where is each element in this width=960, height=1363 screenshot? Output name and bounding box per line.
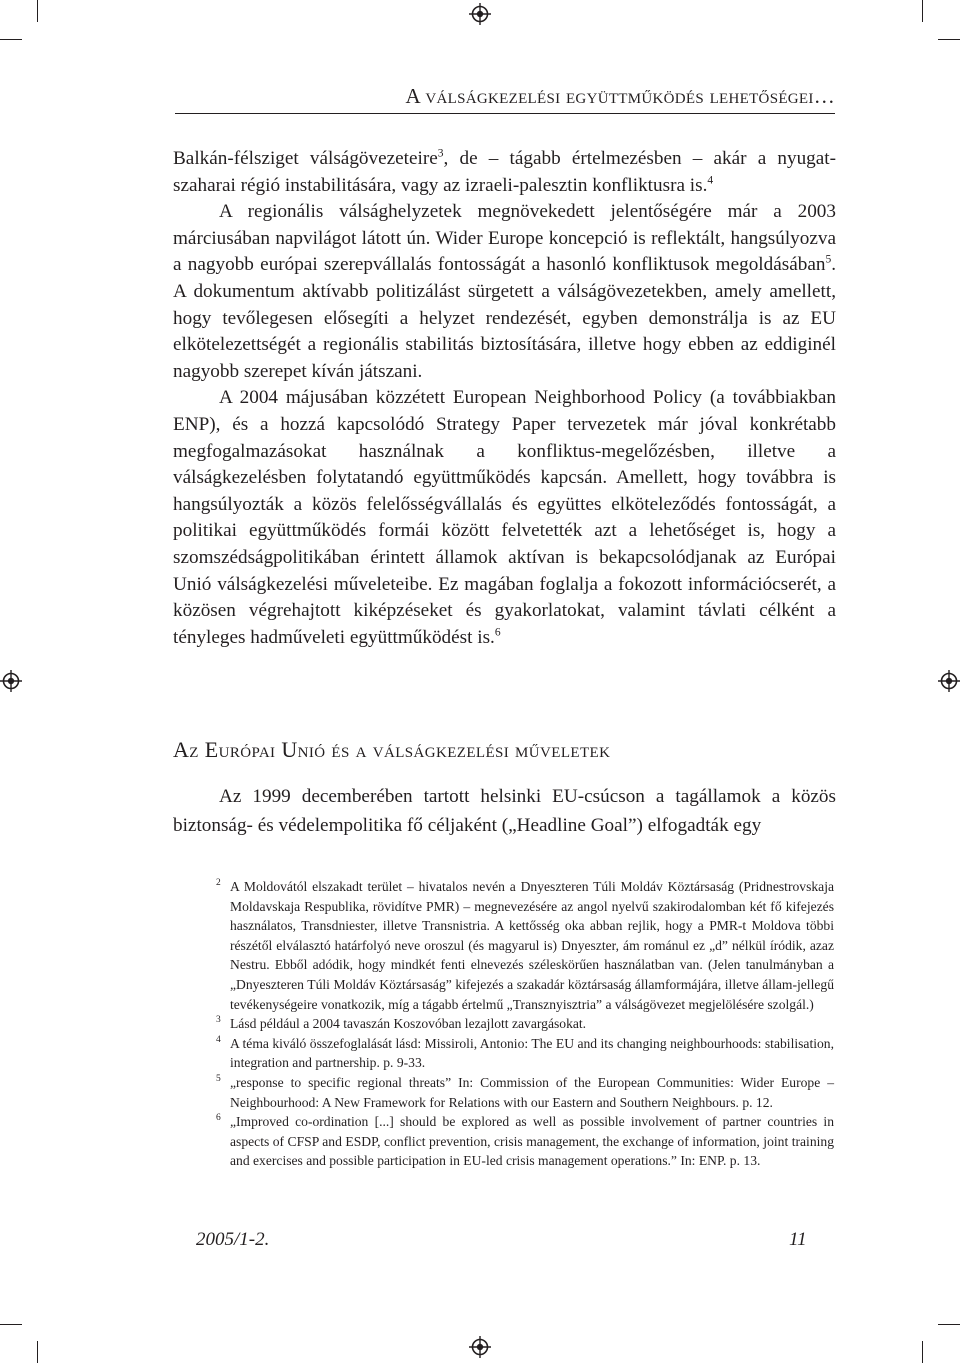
footnote-ref: 4 <box>707 174 714 187</box>
footnote-text: A téma kiváló összefoglalását lásd: Missiroli, Antonio: The EU and its changing neighbourhoods: stabilisation, integration and partnership. p. 9-33. <box>230 1035 834 1071</box>
crop-mark <box>0 39 22 40</box>
footnote <box>216 1112 834 1171</box>
crop-mark <box>922 1341 923 1363</box>
text-run: Balkán-félsziget válságövezeteire <box>173 148 438 169</box>
footnote <box>216 1034 834 1073</box>
crop-mark <box>938 39 960 40</box>
crop-mark <box>37 1341 38 1363</box>
text-run: . A dokumentum aktívabb politizálást sürgetett a válságövezetekben, amely amellett, hogy tevőlegesen elősegíti a helyzet rendezését, egyben demonstrálja is az EU elkötelezettségét a regionális stabilitás biztosítására, illetve hogy ebben az eddiginél nagyobb szerepet kíván játszani. <box>173 254 836 382</box>
page-number: 11 <box>789 1229 807 1250</box>
footnote-text: „response to specific regional threats” In: Commission of the European Communities: Wider Europe – Neighbourhood: A New Framework for Relations with our Eastern and Southern Neighbours. p. 12. <box>230 1074 834 1110</box>
footnote-number: 2 <box>216 878 221 888</box>
footnote <box>216 1014 834 1034</box>
paragraph <box>173 146 836 199</box>
issue-label: 2005/1-2. <box>196 1229 270 1250</box>
footnote-text: A Moldovától elszakadt terület – hivatalos nevén a Dnyeszteren Túli Moldáv Köztársaság (Pridnestrovskaja Moldavskaja Respublika, rövidítve PMR) – megnevezésére az angol nyelvű szakirodalomban két fő kifejezés használatos, Transdniester, illetve Transnistria. A kettősség oka abban rejlik, hogy a PMR-t Moldova többi részétől elválasztó határfolyó neve oroszul (és magyarul is) Dnyeszter, ám románul ez „d” nélkül íródik, azaz Nestru. Ebből adódik, hogy mindkét fenti elnevezés széleskörűen használatban van. (Jelen tanulmányban a „Dnyeszteren Túli Moldáv Köztársaság” kifejezés a szakadár köztársaság államformájára, illetve állam-jellegű tevékenységeire vonatkozik, míg a tágabb értelmű „Transznyisztria” a válságövezet megjelölésére szolgál.) <box>230 879 834 1012</box>
footnote <box>216 877 834 1014</box>
running-head: A válságkezelési együttműködés lehetőségei… <box>405 84 835 108</box>
paragraph <box>173 199 836 385</box>
header-rule <box>175 113 835 114</box>
crop-mark <box>938 1324 960 1325</box>
crop-mark <box>0 1324 22 1325</box>
footnote-number: 4 <box>216 1034 221 1045</box>
text-run: A regionális válsághelyzetek megnövekedett jelentőségére már a 2003 márciusában napvilágot látott ún. Wider Europe koncepció is reflektált, hangsúlyozva a nagyobb európai szerepvállalás fontosságát a hasonló konfliktusok megoldásában <box>173 201 836 276</box>
footnote-ref: 3 <box>437 147 444 160</box>
text-run: A 2004 májusában közzétett European Neighborhood Policy (a továbbiakban ENP), és a hozzá kapcsolódó Strategy Paper tervezetek már jóval konkrétabb megfogalmazásokat használnak a konfliktus-megelőzésben, illetve a válságkezelésben folytatandó együttműködés kapcsán. Amellett, hogy továbbra is hangsúlyozták a közös felelősségvállalás és együttes elköteleződés fontosságát, a politikai együttműködés formái között felvetették azt a lehetőséget is, hogy a szomszédságpolitikában érintett államok aktívan is bekapcsolódjanak az Európai Unió válságkezelési műveleteibe. Ez magában foglalja a fokozott információcserét, a közösen végrehajtott kiképzéseket és gyakorlatokat, valamint távlati célként a tényleges hadműveleti együttműködést is. <box>173 387 836 648</box>
footnotes <box>216 877 834 1171</box>
crop-mark <box>922 0 923 22</box>
footnote-text: „Improved co-ordination [...] should be explored as well as possible involvement of partner countries in aspects of CFSP and ESDP, conflict prevention, crisis management, the exchange of information, joint training and exercises and possible participation in EU-led crisis management operations.” In: ENP. p. 13. <box>230 1114 834 1169</box>
footnote-ref: 6 <box>494 626 501 639</box>
paragraph: Az 1999 decemberében tartott helsinki EU-csúcson a tagállamok a közös biztonság- és védelempolitika fő céljaként („Headline Goal”) elfogadták egy <box>173 786 836 836</box>
footnote-number: 5 <box>216 1073 221 1084</box>
registration-mark-icon <box>469 1336 491 1358</box>
crop-mark <box>37 0 38 22</box>
footnote-number: 3 <box>216 1015 221 1026</box>
footnote-text: Lásd például a 2004 tavaszán Koszovóban lezajlott zavargásokat. <box>230 1016 587 1032</box>
footnote-number: 6 <box>216 1113 221 1124</box>
section-title: Az Európai Unió és a válságkezelési műveletek <box>173 737 611 762</box>
section-body <box>173 782 836 840</box>
paragraph <box>173 385 836 651</box>
body-text <box>173 146 836 651</box>
text-run: , de – tágabb értelmezésben – akár a nyugat-szaharai régió instabilitására, vagy az izraeli-palesztin konfliktusra is. <box>173 148 836 196</box>
footnote <box>216 1073 834 1112</box>
registration-mark-icon <box>938 670 960 692</box>
footnote-ref: 5 <box>825 253 832 266</box>
registration-mark-icon <box>0 670 22 692</box>
registration-mark-icon <box>469 3 491 25</box>
